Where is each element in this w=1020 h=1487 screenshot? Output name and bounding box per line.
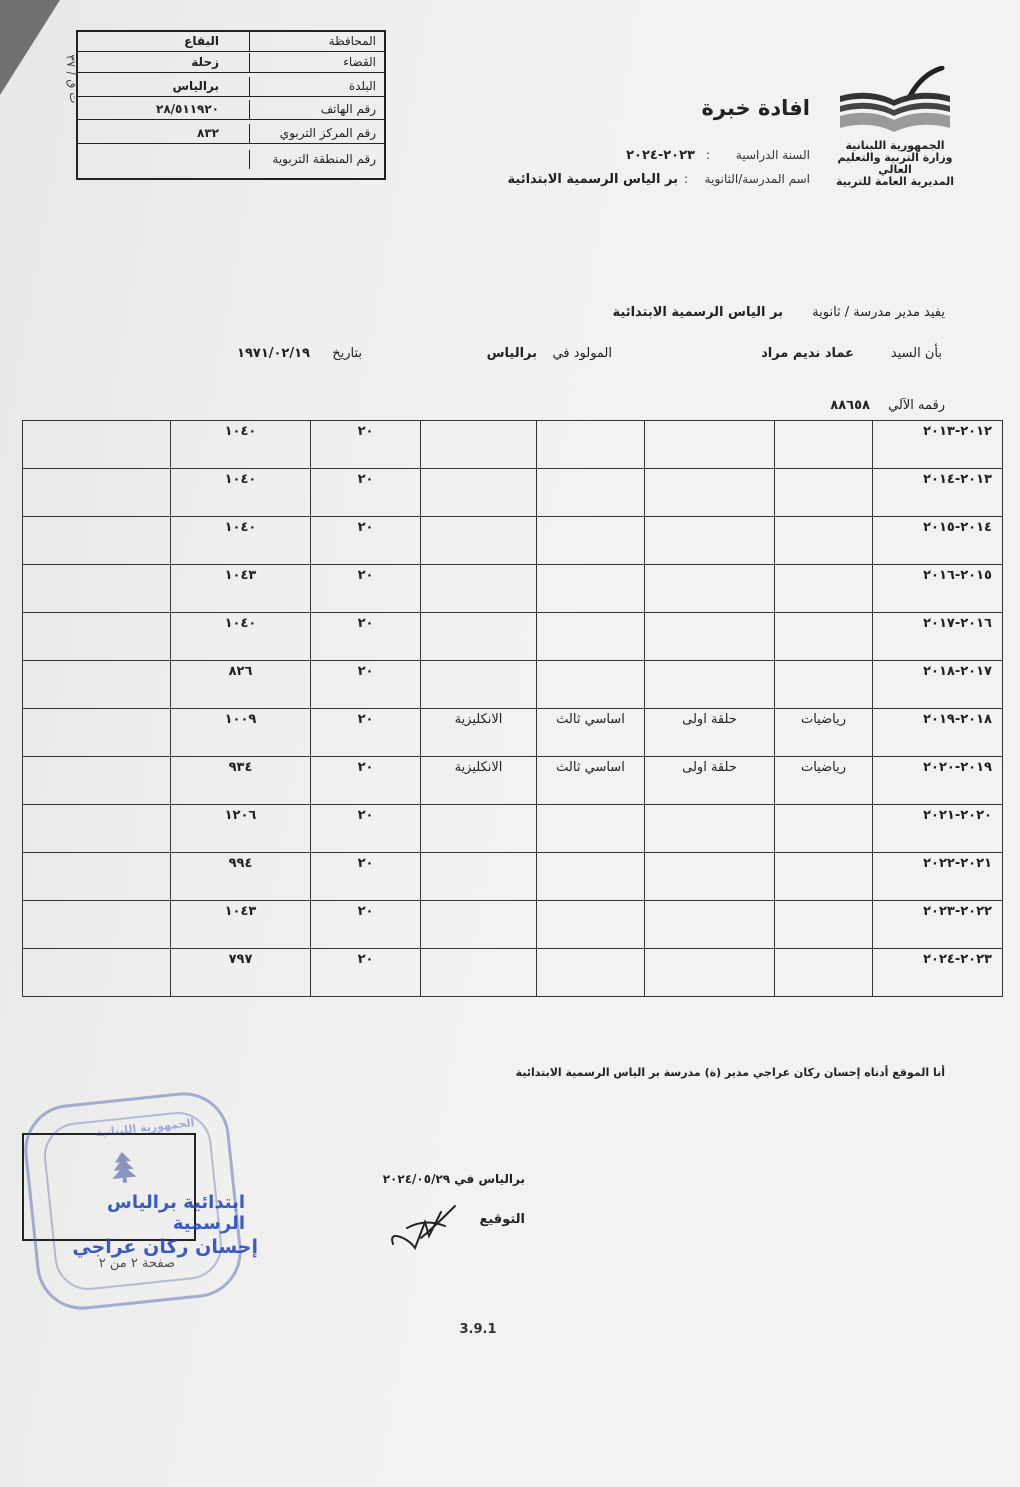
cell-total: ١٠٤٠ [171, 613, 311, 661]
date-label: بتاريخ [332, 346, 362, 361]
stamp-school-name: ابتدائية برالياس الرسمية [107, 1192, 245, 1234]
table-row [23, 901, 1003, 949]
school-name-line [420, 172, 810, 192]
school-info-box [76, 30, 386, 180]
logo-line-1: الجمهورية اللبنانية [845, 139, 945, 152]
cell-notes [23, 613, 171, 661]
cell-hours: ٢٠ [311, 901, 421, 949]
table-row [23, 613, 1003, 661]
cell-total: ٧٩٧ [171, 949, 311, 997]
table-row [23, 949, 1003, 997]
table-row [23, 853, 1003, 901]
cell-notes [23, 421, 171, 469]
cell-total: ١٠٠٩ [171, 709, 311, 757]
cell-total: ٨٢٦ [171, 661, 311, 709]
cell-grade [537, 469, 645, 517]
cell-cycle [645, 949, 775, 997]
info-row-district [78, 53, 384, 73]
academic-year-sep: : [705, 148, 710, 162]
cell-grade [537, 805, 645, 853]
info-value: ٨٣٢ [197, 126, 219, 140]
certifies-line [500, 305, 945, 327]
cell-subject [775, 853, 873, 901]
table-row [23, 517, 1003, 565]
info-value: ٢٨/٥١١٩٢٠ [156, 102, 219, 116]
cell-total: ١٠٤٣ [171, 565, 311, 613]
cell-total: ٩٣٤ [171, 757, 311, 805]
cell-hours: ٢٠ [311, 661, 421, 709]
born-place: برالياس [486, 346, 537, 361]
cell-year: ٢٠١٨-٢٠١٩ [873, 709, 1003, 757]
cell-hours: ٢٠ [311, 421, 421, 469]
cell-cycle [645, 805, 775, 853]
cell-subject [775, 661, 873, 709]
place-date: برالياس في ٢٠٢٤/٠٥/٢٩ [382, 1172, 525, 1186]
cell-cycle: حلقة اولى [645, 709, 775, 757]
cell-subject: رياضيات [775, 709, 873, 757]
cell-grade [537, 853, 645, 901]
table-row [23, 565, 1003, 613]
page-corner-shadow [0, 0, 60, 95]
cell-grade: اساسي ثالث [537, 757, 645, 805]
cell-cycle [645, 613, 775, 661]
cell-year: ٢٠٢٣-٢٠٢٤ [873, 949, 1003, 997]
table-row [23, 469, 1003, 517]
employee-line [200, 346, 942, 368]
cell-subject [775, 421, 873, 469]
cell-notes [23, 709, 171, 757]
ministry-logo [830, 66, 960, 188]
cell-hours: ٢٠ [311, 805, 421, 853]
cell-year: ٢٠١٧-٢٠١٨ [873, 661, 1003, 709]
cell-hours: ٢٠ [311, 469, 421, 517]
stamp-director-name: إحسان ركان عراجي [72, 1236, 258, 1258]
info-row-town [78, 77, 384, 97]
cell-language [421, 949, 537, 997]
cell-year: ٢٠٢١-٢٠٢٢ [873, 853, 1003, 901]
cell-total: ١٠٤٣ [171, 901, 311, 949]
cell-language [421, 901, 537, 949]
info-label: رقم المركز التربوي [249, 124, 384, 143]
cell-subject [775, 469, 873, 517]
cell-hours: ٢٠ [311, 853, 421, 901]
cell-language [421, 517, 537, 565]
table-row [23, 709, 1003, 757]
cell-notes [23, 517, 171, 565]
info-value [78, 150, 249, 169]
cell-grade: اساسي ثالث [537, 709, 645, 757]
cell-cycle [645, 565, 775, 613]
cell-cycle [645, 853, 775, 901]
cell-notes [23, 565, 171, 613]
cell-notes [23, 853, 171, 901]
cell-total: ٩٩٤ [171, 853, 311, 901]
declaration-text: أنا الموقع أدناه إحسان ركان عراجي مدير (ة) مدرسة بر الياس الرسمية الابتدائية [515, 1066, 945, 1079]
cell-subject [775, 613, 873, 661]
handwritten-side-note: ت ق / ٣٧ [63, 53, 82, 105]
id-line [700, 398, 945, 418]
school-name-value: بر الياس الرسمية الابتدائية [507, 172, 678, 187]
cell-grade [537, 565, 645, 613]
cell-cycle [645, 421, 775, 469]
cell-hours: ٢٠ [311, 949, 421, 997]
cell-notes [23, 949, 171, 997]
cell-notes [23, 757, 171, 805]
cell-cycle [645, 517, 775, 565]
cell-year: ٢٠١٣-٢٠١٤ [873, 469, 1003, 517]
page-number: صفحة ٢ من ٢ [98, 1256, 175, 1271]
info-value: البقاع [184, 34, 219, 48]
cell-language: الانكليزية [421, 757, 537, 805]
cell-hours: ٢٠ [311, 709, 421, 757]
academic-year-line [420, 148, 810, 168]
table-row [23, 661, 1003, 709]
cell-year: ٢٠١٢-٢٠١٣ [873, 421, 1003, 469]
cell-year: ٢٠٢٠-٢٠٢١ [873, 805, 1003, 853]
cell-year: ٢٠٢٢-٢٠٢٣ [873, 901, 1003, 949]
cell-language [421, 421, 537, 469]
open-book-icon [830, 66, 960, 136]
school-name-label: اسم المدرسة/الثانوية [704, 172, 810, 186]
cell-cycle [645, 901, 775, 949]
info-row-region-number [78, 150, 384, 169]
school-name-sep: : [683, 172, 688, 186]
cell-language [421, 613, 537, 661]
cell-subject [775, 901, 873, 949]
cell-subject [775, 949, 873, 997]
cedar-icon [108, 1148, 139, 1185]
cell-notes [23, 805, 171, 853]
cell-subject [775, 517, 873, 565]
cell-grade [537, 613, 645, 661]
logo-line-2: وزارة التربية والتعليم العالي [837, 151, 953, 176]
cell-language: الانكليزية [421, 709, 537, 757]
cell-year: ٢٠١٩-٢٠٢٠ [873, 757, 1003, 805]
info-row-governorate [78, 32, 384, 52]
info-label: رقم الهاتف [249, 100, 384, 119]
cell-notes [23, 901, 171, 949]
cell-hours: ٢٠ [311, 757, 421, 805]
cell-hours: ٢٠ [311, 517, 421, 565]
cell-grade [537, 517, 645, 565]
handwritten-signature [385, 1198, 465, 1258]
cell-total: ١٠٤٠ [171, 421, 311, 469]
cell-subject: رياضيات [775, 757, 873, 805]
document-title: افادة خبرة [701, 96, 810, 120]
info-row-center-number [78, 124, 384, 144]
born-label: المولود في [552, 346, 612, 361]
cell-notes [23, 661, 171, 709]
info-value: برالياس [172, 79, 219, 93]
mr-label: بأن السيد [890, 346, 942, 361]
table-row [23, 805, 1003, 853]
cell-cycle [645, 661, 775, 709]
certifies-school: بر الياس الرسمية الابتدائية [612, 305, 783, 320]
cell-total: ١٠٤٠ [171, 517, 311, 565]
cell-grade [537, 901, 645, 949]
cell-language [421, 661, 537, 709]
cell-grade [537, 949, 645, 997]
cell-notes [23, 469, 171, 517]
id-value: ٨٨٦٥٨ [830, 398, 870, 413]
cell-year: ٢٠١٥-٢٠١٦ [873, 565, 1003, 613]
birth-date: ١٩٧١/٠٢/١٩ [237, 346, 310, 361]
info-row-phone [78, 100, 384, 120]
table-row [23, 421, 1003, 469]
cell-hours: ٢٠ [311, 565, 421, 613]
table-row [23, 757, 1003, 805]
cell-language [421, 853, 537, 901]
cell-grade [537, 421, 645, 469]
cell-language [421, 565, 537, 613]
cell-total: ١٢٠٦ [171, 805, 311, 853]
cell-hours: ٢٠ [311, 613, 421, 661]
cell-language [421, 469, 537, 517]
info-label: المحافظة [249, 32, 384, 51]
signature-label: التوقيع [479, 1212, 525, 1227]
certifies-prefix: يفيد مدير مدرسة / ثانوية [812, 305, 945, 320]
cell-cycle: حلقة اولى [645, 757, 775, 805]
cell-year: ٢٠١٦-٢٠١٧ [873, 613, 1003, 661]
info-label: القضاء [249, 53, 384, 72]
info-label: رقم المنطقة التربوية [249, 150, 384, 169]
academic-year-value: ٢٠٢٣-٢٠٢٤ [626, 148, 695, 163]
employee-name: عماد نديم مراد [761, 346, 854, 361]
logo-line-3: المديرية العامة للتربية [835, 175, 955, 188]
cell-year: ٢٠١٤-٢٠١٥ [873, 517, 1003, 565]
stamp-ring-text: الجمهورية اللبنانية [95, 1116, 195, 1140]
cell-language [421, 805, 537, 853]
experience-table [22, 420, 1003, 997]
info-label: البلدة [249, 77, 384, 96]
form-version: 3.9.1 [459, 1322, 497, 1337]
info-value: زحلة [191, 55, 219, 69]
cell-subject [775, 805, 873, 853]
cell-cycle [645, 469, 775, 517]
cell-subject [775, 565, 873, 613]
id-label: رقمه الآلي [888, 398, 945, 413]
cell-total: ١٠٤٠ [171, 469, 311, 517]
academic-year-label: السنة الدراسية [735, 148, 810, 162]
cell-grade [537, 661, 645, 709]
